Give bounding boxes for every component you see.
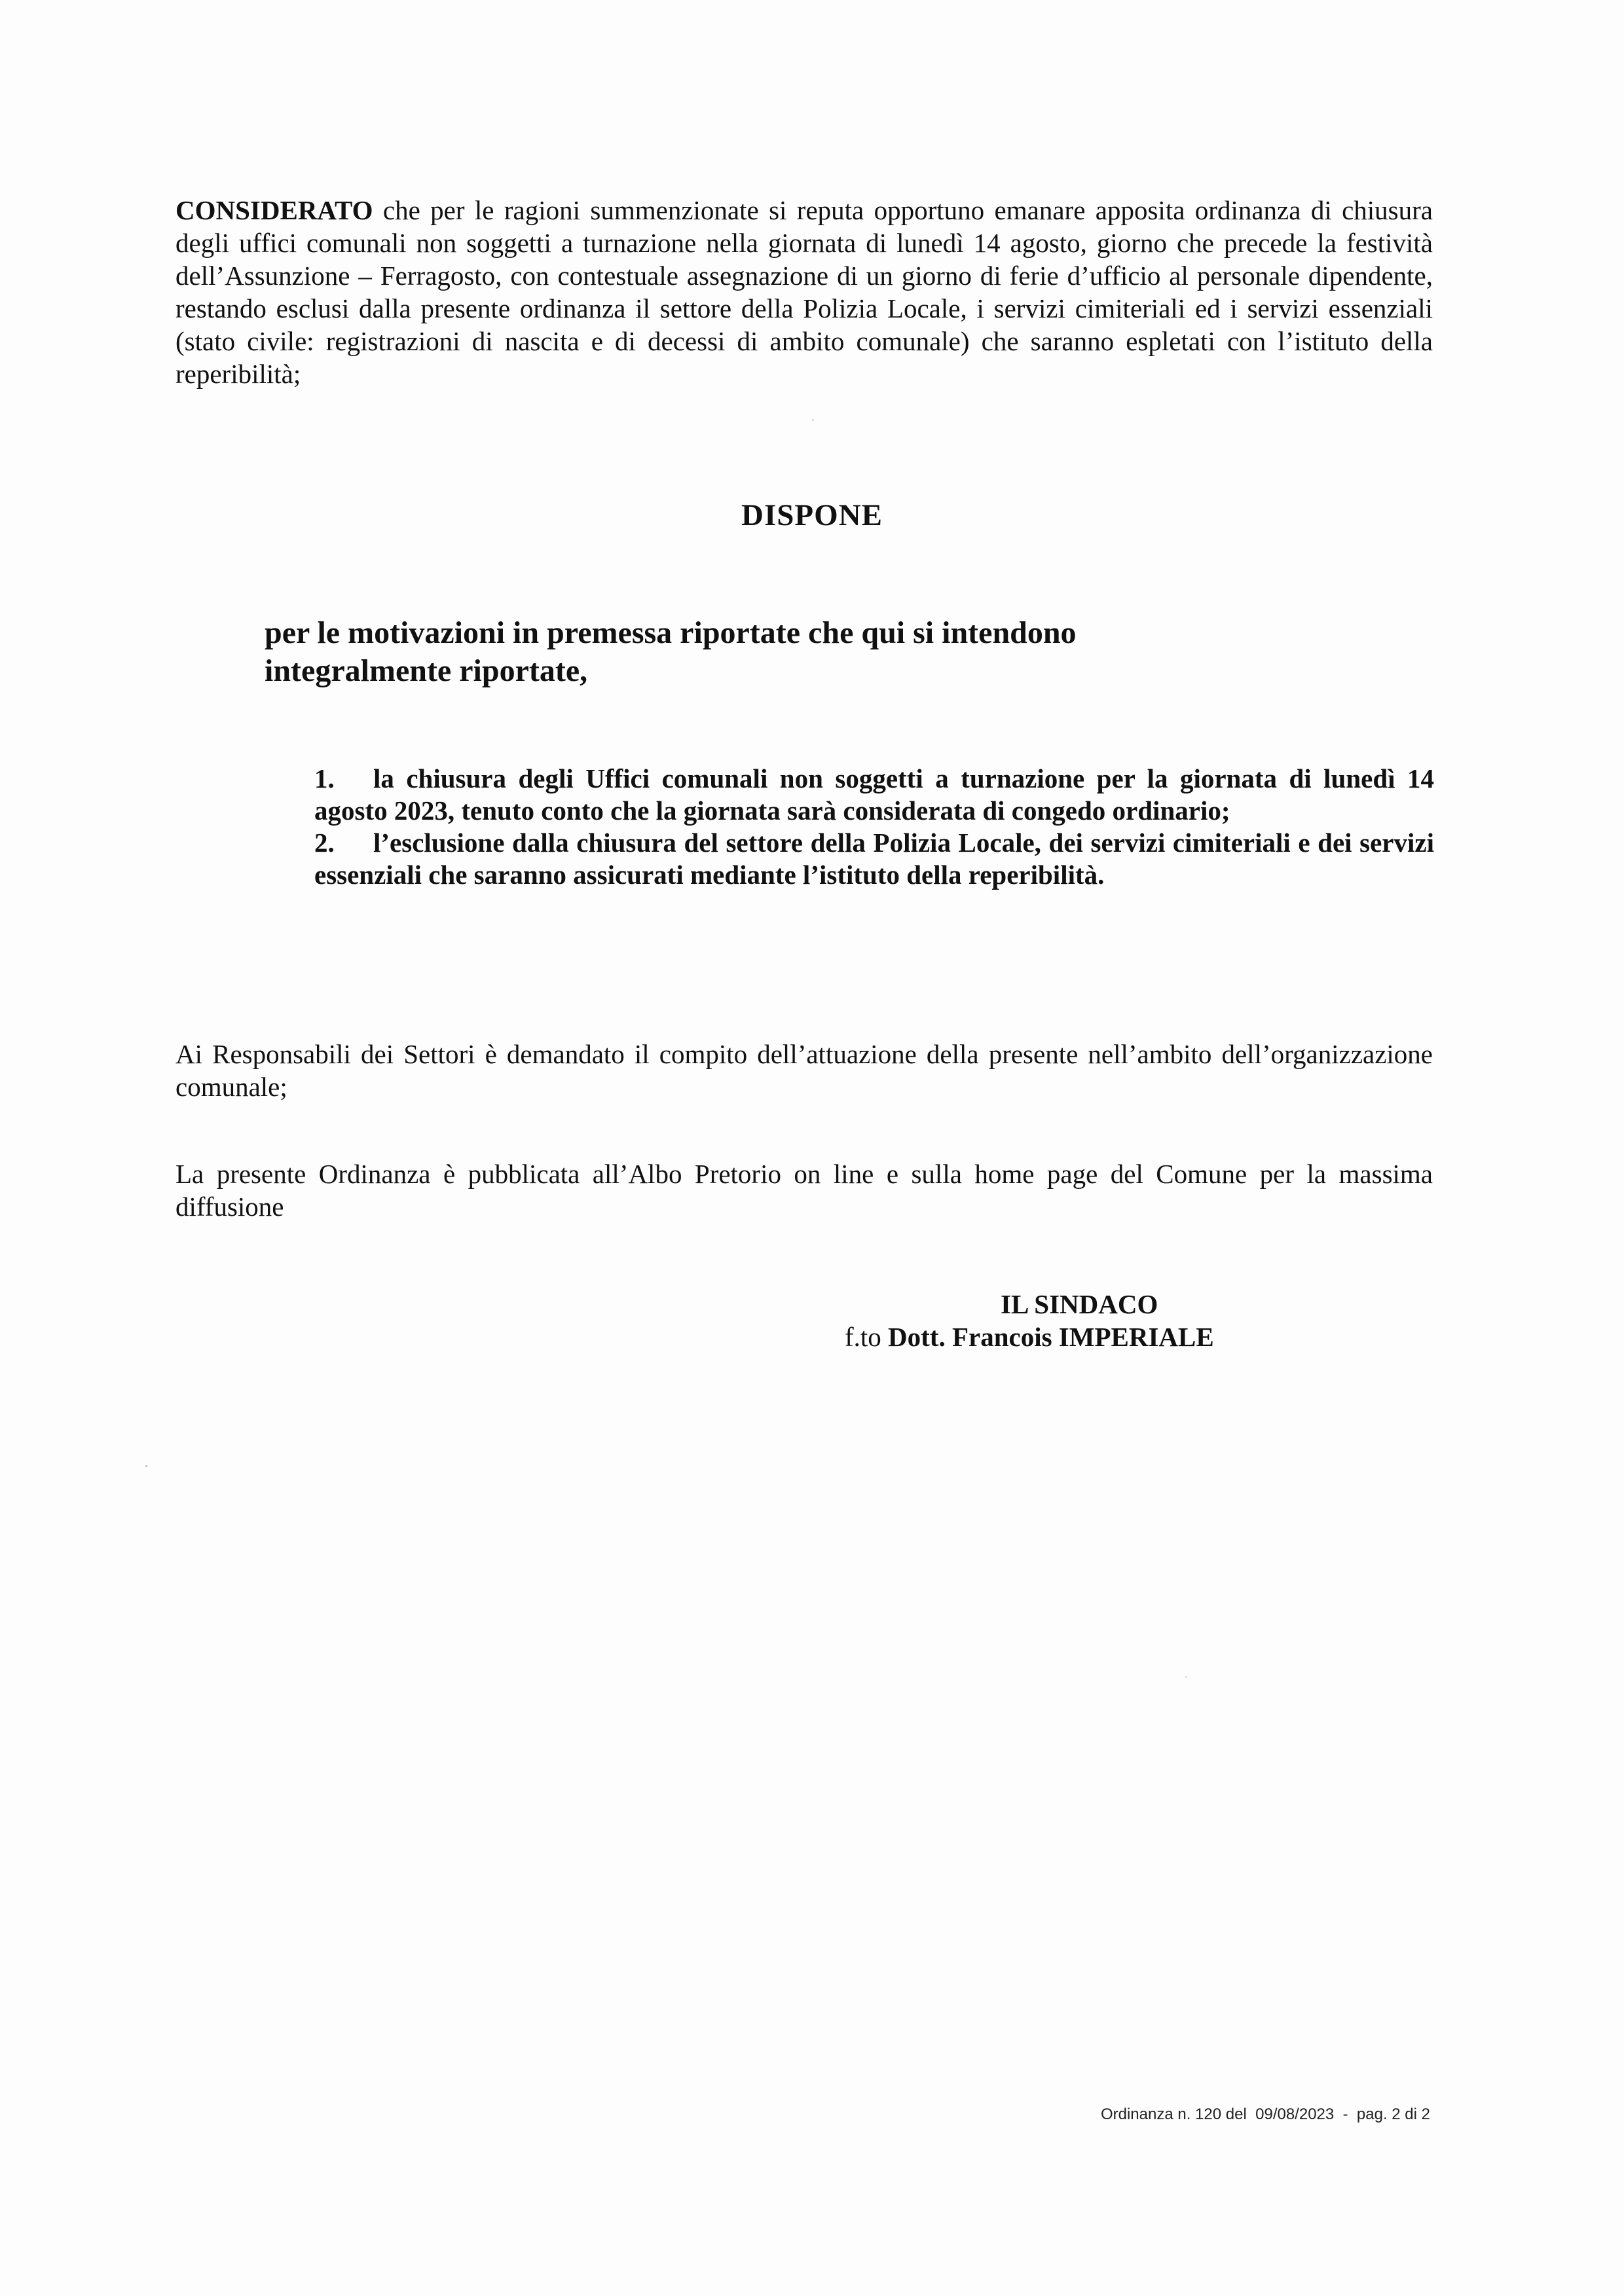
provision-number: 2. — [314, 828, 335, 858]
scan-speck — [145, 1465, 147, 1467]
scan-speck — [1185, 1676, 1187, 1678]
signature-line — [845, 1322, 1214, 1352]
considerato-text: che per le ragioni summenzionate si reputa opportuno emanare apposita ordinanza di chiusura degli uffici comunali non soggetti a turnazione nella giornata di lunedì 14 agosto, giorno che precede la festività dell’Assunzione – Ferragosto, con contestuale assegnazione di un giorno di ferie d’ufficio al personale dipendente, restando esclusi dalla presente ordinanza il settore della Polizia Locale, i servizi cimiteriali ed i servizi essenziali (stato civile: registrazioni di nascita e di decessi di ambito comunale) che saranno espletati con l’istituto della reperibilità; — [175, 195, 1433, 389]
considerato-lead: CONSIDERATO — [175, 195, 373, 225]
publication-paragraph: La presente Ordinanza è pubblicata all’Albo Pretorio on line e sulla home page del Comune per la massima diffusione — [175, 1159, 1433, 1222]
provision-item — [314, 827, 1434, 891]
signature-title: IL SINDACO — [1001, 1289, 1158, 1319]
responsabili-paragraph: Ai Responsabili dei Settori è demandato il compito dell’attuazione della presente nell’ambito dell’organizzazione comunale; — [175, 1039, 1433, 1102]
scan-speck — [812, 419, 814, 421]
provision-item — [314, 763, 1434, 827]
considerato-paragraph — [175, 194, 1433, 390]
provisions-list — [314, 763, 1434, 891]
motivation-line-2: integralmente riportate, — [265, 653, 588, 688]
signature-block — [845, 1288, 1434, 1353]
signature-name: Dott. Francois IMPERIALE — [888, 1322, 1214, 1352]
dispone-heading: DISPONE — [741, 498, 883, 532]
provision-number: 1. — [314, 763, 335, 793]
signature-prefix: f.to — [845, 1322, 889, 1352]
provision-text: la chiusura degli Uffici comunali non soggetti a turnazione per la giornata di lunedì 14 agosto 2023, tenuto conto che la giornata sarà considerata di congedo ordinario; — [314, 763, 1434, 826]
page-footer: Ordinanza n. 120 del 09/08/2023 - pag. 2 di 2 — [1100, 2105, 1430, 2123]
motivation-statement — [265, 614, 1312, 690]
motivation-line-1: per le motivazioni in premessa riportate che qui si intendono — [265, 615, 1077, 650]
provision-text: l’esclusione dalla chiusura del settore della Polizia Locale, dei servizi cimiteriali e dei servizi essenziali che saranno assicurati mediante l’istituto della reperibilità. — [314, 828, 1434, 890]
